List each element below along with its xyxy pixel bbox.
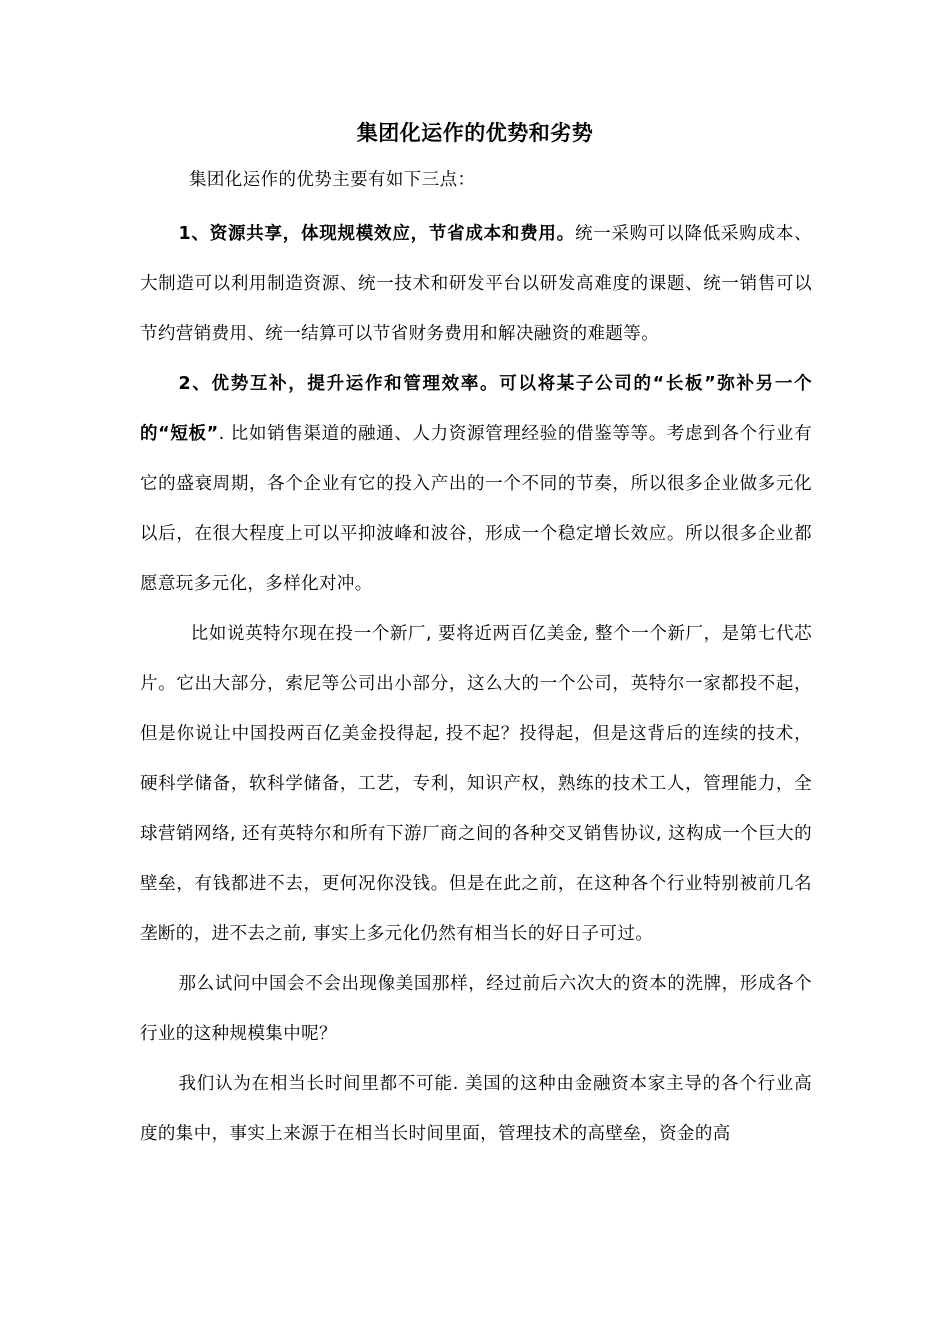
point-1-text: 统一采购可以降低采购成本、大制造可以利用制造资源、统一技术和研发平台以研发高难度的课题、统一销售可以节约营销费用、统一结算可以节省财务费用和解决融资的难题等。 [140, 224, 812, 344]
answer-paragraph: 我们认为在相当长时间里都不可能. 美国的这种由金融资本家主导的各个行业高度的集中，事实上来源于在相当长时间里面，管理技术的高壁垒，资金的高 [140, 1074, 812, 1144]
intro-paragraph: 集团化运作的优势主要有如下三点： [189, 170, 476, 190]
point-2-paragraph [140, 359, 812, 609]
intel-example-paragraph: 比如说英特尔现在投一个新厂, 要将近两百亿美金, 整个一个新厂，是第七代芯片。它出大部分，索尼等公司出小部分，这么大的一个公司，英特尔一家都投不起，但是你说让中国投两百亿美金投得起, 投不起？投得起，但是这背后的连续的技术，硬科学储备，软科学储备，工艺，专利，知识产权，熟练的技术工人，管理能力，全球营销网络, 还有英特尔和所有下游厂商之间的各种交叉销售协议, 这构成一个巨大的壁垒，有钱都进不去，更何况你没钱。但是在此之前，在这种各个行业特别被前几名垄断的，进不去之前, 事实上多元化仍然有相当长的好日子可过。 [140, 624, 812, 944]
document-body [140, 163, 812, 1159]
point-1-lead: 1、资源共享，体现规模效应，节省成本和费用。 [178, 224, 575, 244]
point-2-lead: 2、优势互补，提升运作和管理效率。可以将某子公司的“长板”弥补另一个的“短板” [140, 374, 812, 444]
point-2-text: . 比如销售渠道的融通、人力资源管理经验的借鉴等等。考虑到各个行业有它的盛衰周期，各个企业有它的投入产出的一个不同的节奏，所以很多企业做多元化以后，在很大程度上可以平抑波峰和波谷，形成一个稳定增长效应。所以很多企业都愿意玩多元化，多样化对冲。 [140, 424, 812, 594]
document-title: 集团化运作的优势和劣势 [356, 121, 594, 145]
point-1-paragraph [140, 209, 812, 359]
question-paragraph: 那么试问中国会不会出现像美国那样，经过前后六次大的资本的洗牌，形成各个行业的这种规模集中呢？ [140, 974, 812, 1044]
